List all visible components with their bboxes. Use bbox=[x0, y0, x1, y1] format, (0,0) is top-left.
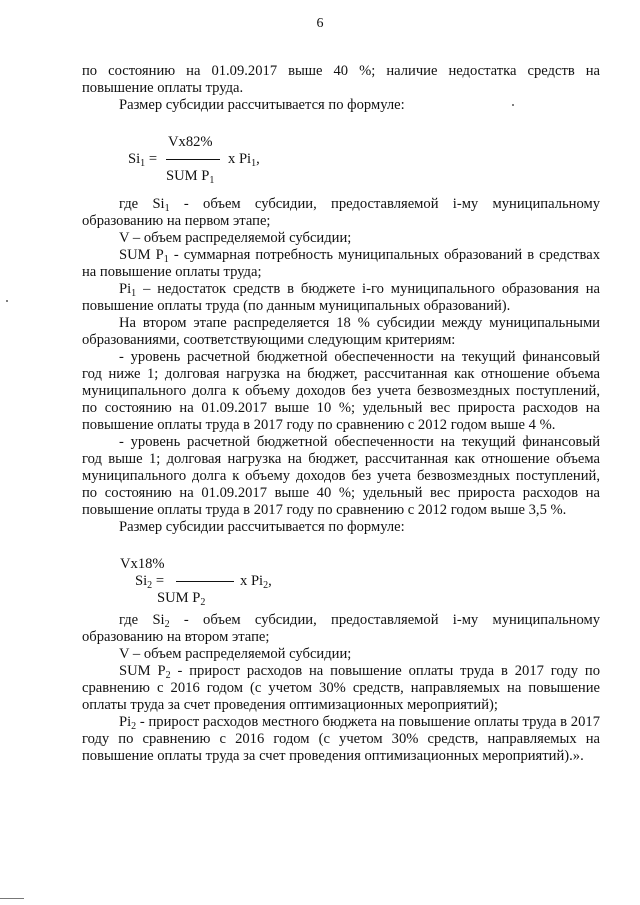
definition-si1: где $Si_1$ - объем субсидии, предоставляемой i-му муниципальному образованию на первом этапе; bbox=[82, 196, 600, 229]
formula2-lhs: $Si_2$ = bbox=[135, 573, 165, 591]
definition-pi1: $Pi_1$ – недостаток средств в бюджете i-го муниципального образования на повышение оплаты труда (по данным муниципальных образований). bbox=[82, 281, 600, 314]
document-body bbox=[82, 63, 600, 765]
formula-stage-2 bbox=[82, 536, 600, 610]
definition-sum-p2: SUM $P_2$ - прирост расходов на повышение оплаты труда в 2017 году по сравнению с 2016 годом (с учетом 30% средств, направляемых на повышение оплаты труда за счет проведения оптимизационных мероприятий); bbox=[82, 663, 600, 713]
formula1-numerator: Vx82% bbox=[168, 134, 213, 150]
paragraph-second-stage: На втором этапе распределяется 18 % субсидии между муниципальными образованиями, соответствующими следующим критериям: bbox=[82, 315, 600, 348]
definition-si2: где $Si_2$ - объем субсидии, предоставляемой i-му муниципальному образованию на втором этапе; bbox=[82, 612, 600, 645]
formula1-fraction-line bbox=[166, 151, 220, 168]
formula-intro-2: Размер субсидии рассчитывается по формуле: bbox=[119, 519, 405, 535]
definition-v1: V – объем распределяемой субсидии; bbox=[119, 230, 352, 246]
formula-intro-1: Размер субсидии рассчитывается по формуле: bbox=[119, 97, 405, 113]
formula1-denominator: SUM $P_1$ bbox=[166, 168, 215, 186]
scan-speck bbox=[6, 300, 8, 302]
formula2-multiplier: x $Pi_2$, bbox=[240, 573, 272, 591]
formula2-numerator: Vx18% bbox=[120, 556, 165, 572]
criterion-2: - уровень расчетной бюджетной обеспеченности на текущий финансовый год выше 1; долговая нагрузка на бюджет, рассчитанная как отношение объема муниципального долга к объему доходов без учета безвозмездных поступлений, по состоянию на 01.09.2017 выше 40 %; удельный вес прироста расходов на повышение оплаты труда в 2017 году по сравнению с 2012 годом выше 3,5 %. bbox=[82, 434, 600, 518]
scan-speck bbox=[512, 104, 514, 106]
criterion-1: - уровень расчетной бюджетной обеспеченности на текущий финансовый год ниже 1; долговая нагрузка на бюджет, рассчитанная как отношение объема муниципального долга к объему доходов без учета безвозмездных поступлений, по состоянию на 01.09.2017 выше 10 %; удельный вес прироста расходов на повышение оплаты труда в 2017 году по сравнению с 2012 годом выше 4 %. bbox=[82, 349, 600, 433]
definition-pi2: $Pi_2$ - прирост расходов местного бюджета на повышение оплаты труда в 2017 году по сравнению с 2016 годом (с учетом 30% средств, направляемых на повышение оплаты труда за счет проведения оптимизационных мероприятий).». bbox=[82, 714, 600, 764]
page-number: 6 bbox=[316, 16, 324, 31]
scan-edge-mark bbox=[0, 898, 24, 899]
formula1-multiplier: x $Pi_1$, bbox=[228, 151, 260, 169]
formula2-denominator: SUM $P_2$ bbox=[157, 590, 206, 608]
formula-stage-1 bbox=[82, 114, 600, 194]
formula1-lhs: $Si_1$ = bbox=[128, 151, 158, 169]
definition-v2: V – объем распределяемой субсидии; bbox=[119, 646, 352, 662]
paragraph-continuation: по состоянию на 01.09.2017 выше 40 %; наличие недостатка средств на повышение оплаты труда. bbox=[82, 63, 600, 96]
formula2-fraction-line bbox=[176, 573, 234, 590]
definition-sum-p1: SUM $P_1$ - суммарная потребность муниципальных образований в средствах на повышение оплаты труда; bbox=[82, 247, 600, 280]
